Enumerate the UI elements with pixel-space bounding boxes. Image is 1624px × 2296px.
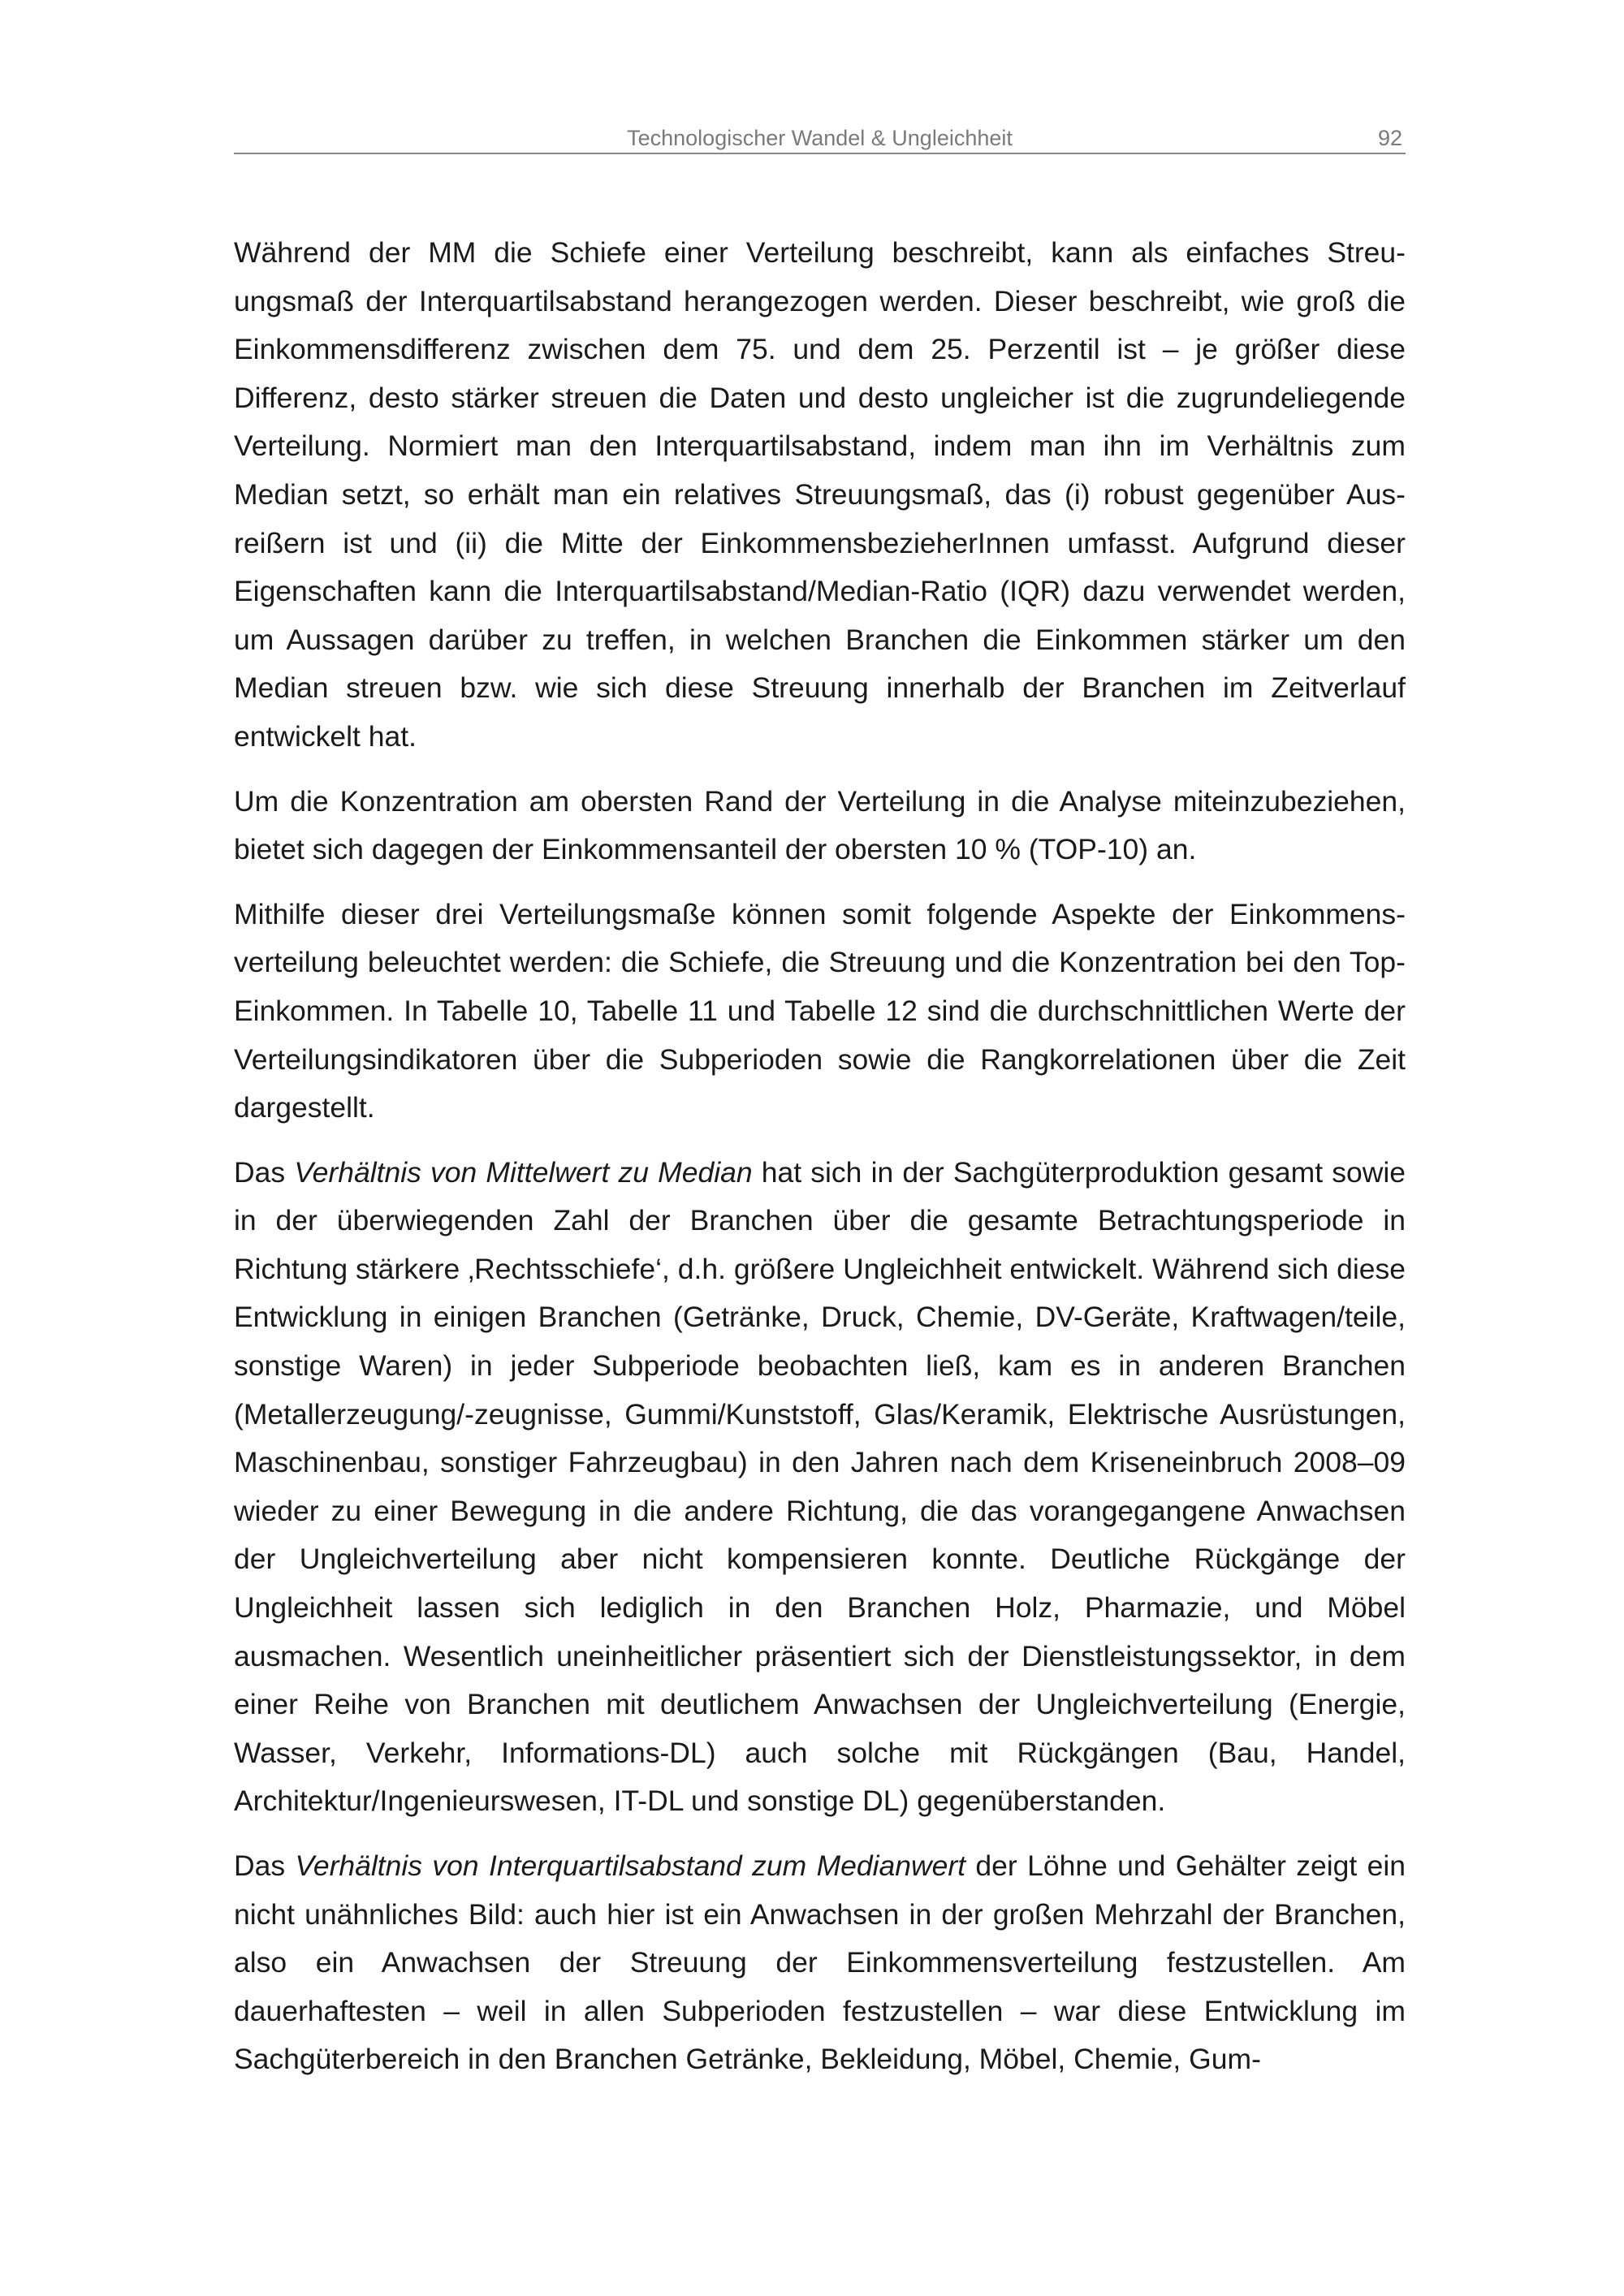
paragraph-2: Um die Konzentration am obersten Rand der Verteilung in die Analyse miteinzubeziehen, bietet sich dagegen der Einkommensanteil der obersten 10 % (TOP-10) an.: [234, 784, 1406, 866]
paragraph-4-rest: hat sich in der Sachgüterproduktion gesamt sowie in der überwiegenden Zahl der Branchen über die gesamte Betrachtungsperiode in Richtung stärkere ‚Rechtsschiefe‘, d.h. größere Ungleichheit entwickelt. Während sich diese Entwicklung in einigen Branchen (Getränke, Druck, Chemie, DV-Geräte, Kraftwagen/teile, sonstige Waren) in jeder Subperiode beobachten ließ, kam es in anderen Branchen (Metallerzeugung/-zeugnisse, Gummi/Kunststoff, Glas/Keramik, Elektrische Ausrüstungen, Maschinenbau, sonstiger Fahrzeugbau) in den Jahren nach dem Kriseneinbruch 2008–09 wieder zu einer Bewegung in die andere Richtung, die das vorangegangene Anwachsen der Ungleichverteilung aber nicht kompensieren konnte. Deutliche Rückgänge der Ungleichheit lassen sich lediglich in den Branchen Holz, Pharmazie, und Möbel ausmachen. Wesentlich uneinheitlicher präsentiert sich der Dienstleistungssektor, in dem einer Reihe von Branchen mit deutlichem Anwachsen der Ungleichverteilung (Energie, Wasser, Verkehr, Informations-DL) auch solche mit Rückgängen (Bau, Handel, Architektur/Ingenieurswesen, IT-DL und sonstige DL) gegenüberstanden.: [234, 1155, 1406, 1818]
paragraph-5-rest: der Löhne und Gehälter zeigt ein nicht unähnliches Bild: auch hier ist ein Anwachsen in der großen Mehrzahl der Branchen, also ein Anwachsen der Streuung der Einkommensverteilung festzustellen. Am dauerhaftesten – weil in allen Subperioden festzustellen – war diese Entwicklung im Sachgüterbereich in den Branchen Getränke, Bekleidung, Möbel, Chemie, Gum-: [234, 1849, 1406, 2076]
running-header: [234, 123, 1406, 154]
body-text: [234, 229, 1406, 2100]
paragraph-1: Während der MM die Schiefe einer Verteilung beschreibt, kann als einfaches Streuungsmaß der Interquartilsabstand herangezogen werden. Dieser beschreibt, wie groß die Einkommensdifferenz zwischen dem 75. und dem 25. Perzentil ist – je größer diese Differenz, desto stärker streuen die Daten und desto ungleicher ist die zugrundeliegende Verteilung. Normiert man den Interquartilsabstand, indem man ihn im Verhältnis zum Median setzt, so erhält man ein relatives Streuungsmaß, das (i) robust gegenüber Ausreißern ist und (ii) die Mitte der EinkommensbezieherInnen umfasst. Aufgrund dieser Eigenschaften kann die Interquartilsabstand/Median-Ratio (IQR) dazu verwendet werden, um Aussagen darüber zu treffen, in welchen Branchen die Einkommen stärker um den Median streuen bzw. wie sich diese Streuung innerhalb der Branchen im Zeitverlauf entwickelt hat.: [234, 236, 1406, 753]
paragraph-4-lead: Das: [234, 1155, 295, 1189]
paragraph-5-emphasis: Verhältnis von Interquartilsabstand zum Medianwert: [295, 1849, 966, 1882]
header-title: Technologischer Wandel & Ungleichheit: [627, 126, 1013, 150]
paragraph-3: Mithilfe dieser drei Verteilungsmaße können somit folgende Aspekte der Einkommensverteilung beleuchtet werden: die Schiefe, die Streuung und die Konzentration bei den Top-Einkommen. In Tabelle 10, Tabelle 11 und Tabelle 12 sind die durchschnittlichen Werte der Verteilungsindikatoren über die Subperioden sowie die Rangkorrelationen über die Zeit dargestellt.: [234, 897, 1406, 1124]
paragraph-4-emphasis: Verhältnis von Mittelwert zu Median: [294, 1155, 753, 1189]
paragraph-5: [234, 1842, 1406, 2084]
paragraph-4: [234, 1149, 1406, 1826]
paragraph-5-lead: Das: [234, 1849, 296, 1882]
page-number: 92: [1377, 126, 1402, 150]
